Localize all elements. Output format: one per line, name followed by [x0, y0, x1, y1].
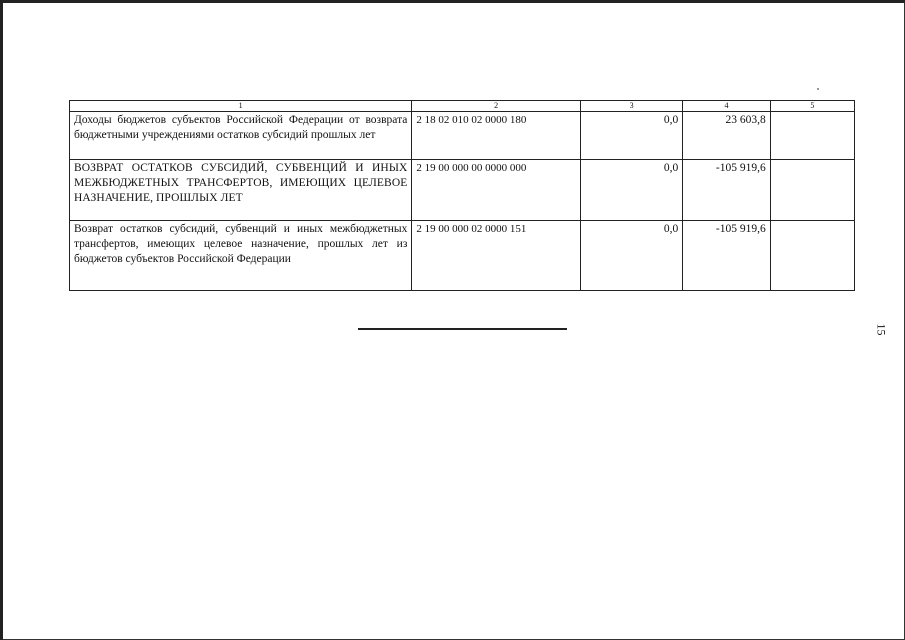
header-row: [70, 101, 855, 112]
row-col5: [770, 221, 854, 291]
row-code: 2 19 00 000 02 0000 151: [412, 221, 581, 291]
row-col4: -105 919,6: [683, 160, 770, 221]
row-name: Доходы бюджетов субъектов Российской Федерации от возврата бюджетными учреждениями остатков субсидий прошлых лет: [70, 112, 412, 160]
budget-table: [69, 100, 855, 291]
page-border-left: [0, 0, 3, 640]
table-row: [70, 112, 855, 160]
row-col5: [770, 112, 854, 160]
table-row: [70, 160, 855, 221]
header-col-3: 3: [580, 101, 682, 112]
row-code: 2 19 00 000 00 0000 000: [412, 160, 581, 221]
row-name: ВОЗВРАТ ОСТАТКОВ СУБСИДИЙ, СУБВЕНЦИЙ И ИНЫХ МЕЖБЮДЖЕТНЫХ ТРАНСФЕРТОВ, ИМЕЮЩИХ ЦЕЛЕВОЕ НАЗНАЧЕНИЕ, ПРОШЛЫХ ЛЕТ: [70, 160, 412, 221]
row-col3: 0,0: [580, 112, 682, 160]
scan-dot: [817, 88, 819, 90]
row-col5: [770, 160, 854, 221]
row-code: 2 18 02 010 02 0000 180: [412, 112, 581, 160]
page-border-top: [0, 0, 905, 3]
header-col-5: 5: [770, 101, 854, 112]
header-col-4: 4: [683, 101, 770, 112]
footer-rule: [358, 328, 567, 330]
row-col3: 0,0: [580, 221, 682, 291]
table-row: [70, 221, 855, 291]
row-name: Возврат остатков субсидий, субвенций и иных межбюджетных трансфертов, имеющих целевое назначение, прошлых лет из бюджетов субъектов Российской Федерации: [70, 221, 412, 291]
row-col3: 0,0: [580, 160, 682, 221]
header-col-2: 2: [412, 101, 581, 112]
header-col-1: 1: [70, 101, 412, 112]
row-col4: 23 603,8: [683, 112, 770, 160]
row-col4: -105 919,6: [683, 221, 770, 291]
page-number: 15: [874, 323, 889, 336]
